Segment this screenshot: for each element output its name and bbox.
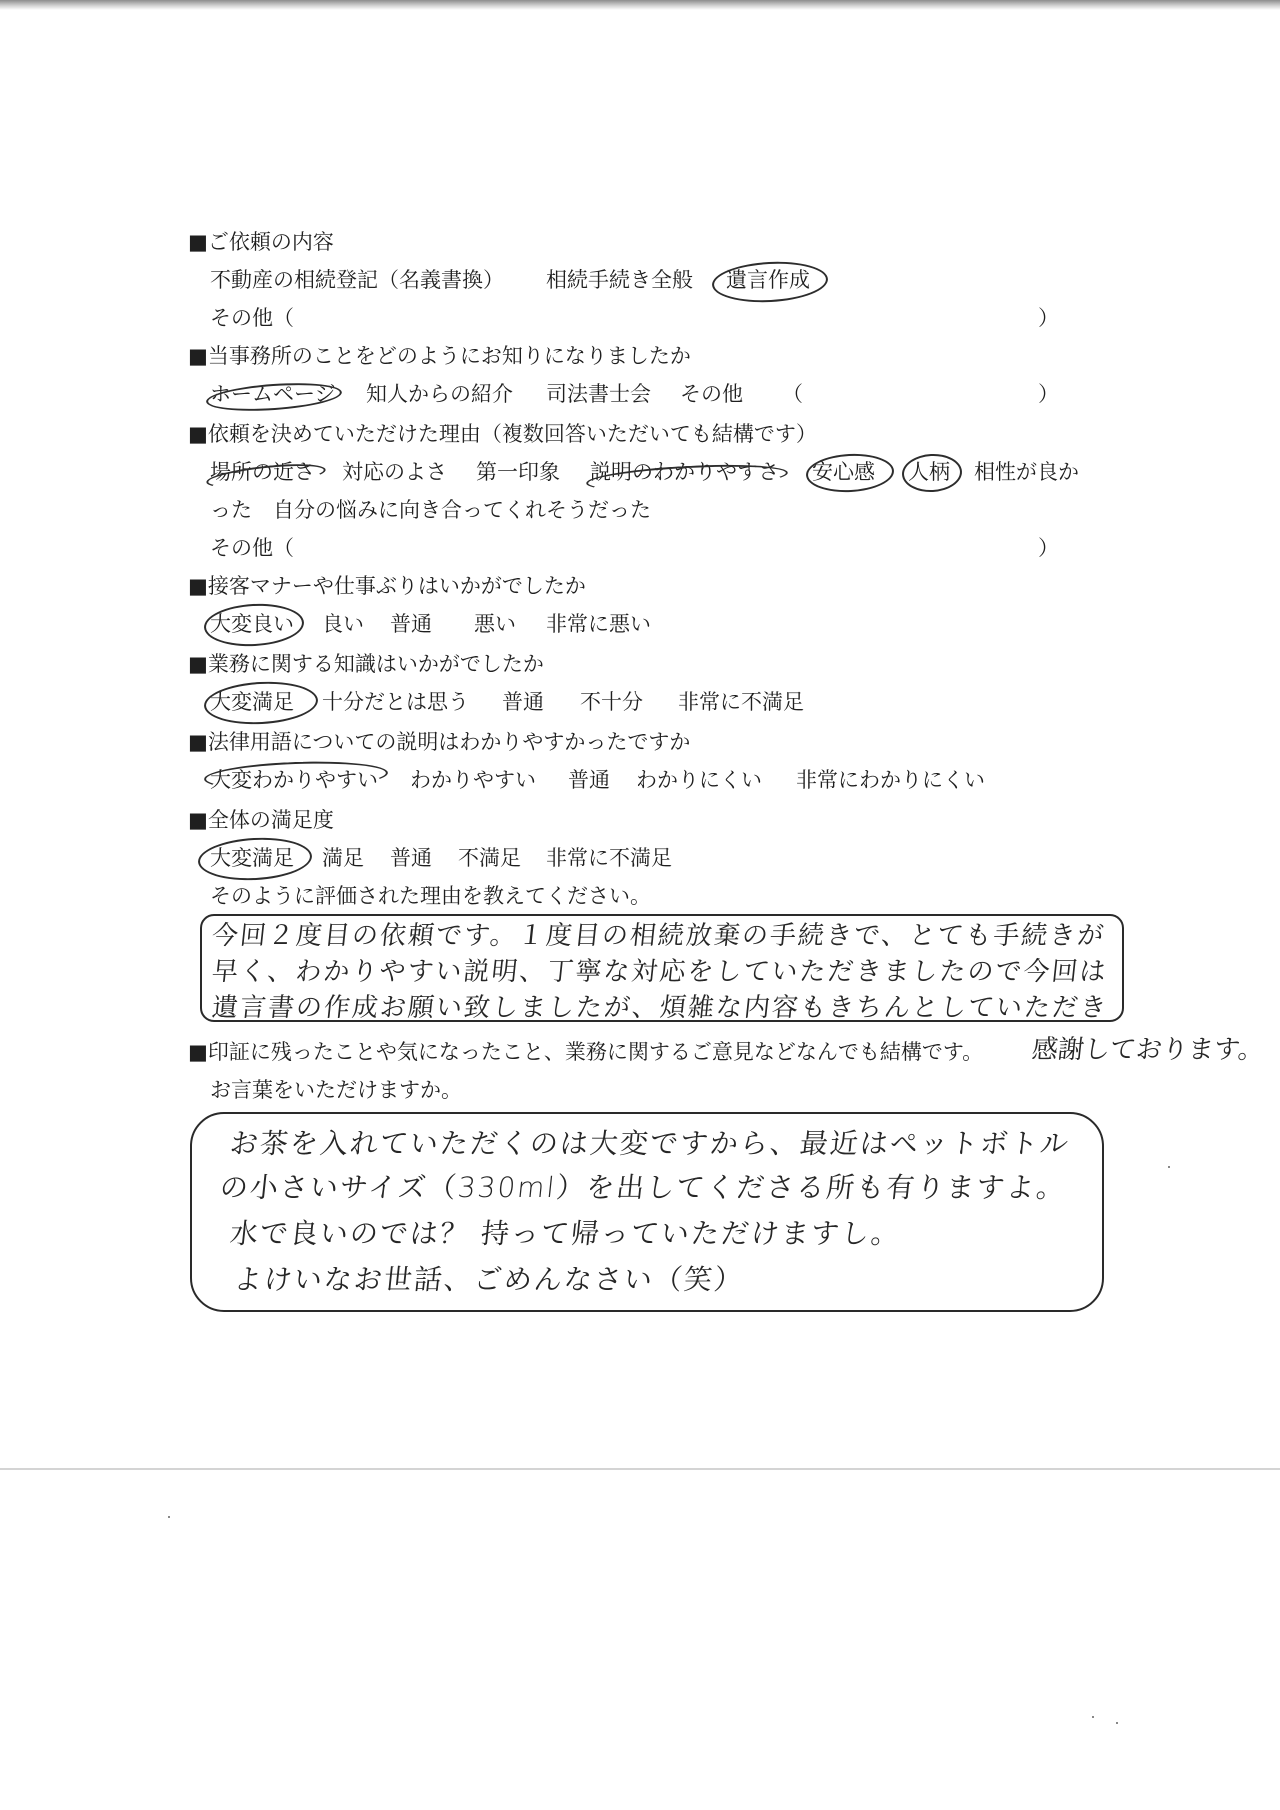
q3-option-impression: 第一印象	[476, 460, 560, 484]
comment-answer-line-3: 水で良いのでは？ 持って帰っていただけますし。	[228, 1217, 903, 1250]
q7-option-average: 普通	[390, 846, 432, 870]
reason-answer-line-1: 今回２度目の依頼です。１度目の相続放棄の手続きで、とても手続きが	[210, 921, 1107, 951]
q6-option-average: 普通	[568, 768, 610, 792]
comment-answer-line-1: お茶を入れていただくのは大変ですから、最近はペットボトル	[228, 1127, 1072, 1160]
q2-option-association: 司法書士会	[546, 382, 651, 406]
q2-option-other: その他	[680, 382, 743, 406]
q5-option-average: 普通	[502, 690, 544, 714]
q1-options	[210, 266, 1110, 294]
reason-answer-line-4: 感謝しております。	[1030, 1035, 1266, 1065]
q2-options	[210, 380, 1110, 408]
q7-title: ■全体の満足度	[188, 808, 334, 832]
q2-other-close: ）	[1038, 382, 1059, 406]
q7-option-satisfied: 満足	[322, 846, 364, 870]
q7-option-very-satisfied: 大変満足	[210, 846, 294, 870]
q5-option-insufficient: 不十分	[580, 690, 643, 714]
q6-option-unclear: わかりにくい	[636, 768, 762, 792]
q5-title: ■業務に関する知識はいかがでしたか	[188, 652, 544, 676]
q4-option-average: 普通	[390, 612, 432, 636]
selection-circle-overall	[197, 835, 313, 883]
q6-title: ■法律用語についての説明はわかりやすかったですか	[188, 730, 691, 754]
q6-option-very-clear: 大変わかりやすい	[210, 768, 378, 792]
q3-option-compatibility: 相性が良か	[974, 460, 1079, 484]
q5-option-sufficient: 十分だとは思う	[322, 690, 469, 714]
q7-options	[210, 844, 1110, 872]
selection-circle-knowledge	[203, 679, 319, 727]
q3-option-location: 場所の近さ	[210, 460, 315, 484]
q3-option-service: 対応のよさ	[342, 460, 447, 484]
q3-option-reassurance: 安心感	[812, 460, 875, 484]
q3-title: ■依頼を決めていただけた理由（複数回答いただいても結構です）	[188, 422, 817, 446]
q1-other-close: ）	[1038, 306, 1059, 330]
q2-title: ■当事務所のことをどのようにお知りになりましたか	[188, 344, 691, 368]
comment-answer-line-2: の小さいサイズ（330ml）を出してくださる所も有りますよ。	[218, 1171, 1069, 1204]
q5-options	[210, 688, 1110, 716]
q4-title: ■接客マナーや仕事ぶりはいかがでしたか	[188, 574, 586, 598]
comment-answer-line-4: よけいなお世話、ごめんなさい（笑）	[232, 1263, 746, 1296]
q1-title: ■ご依頼の内容	[188, 230, 334, 254]
reason-answer-line-2: 早く、わかりやすい説明、丁寧な対応をしていただきましたので今回は	[210, 957, 1110, 987]
q7-option-unsatisfied: 不満足	[458, 846, 521, 870]
q2-other-open: （	[782, 382, 803, 406]
q4-option-bad: 悪い	[474, 612, 516, 636]
q3-other: その他（	[210, 536, 294, 560]
q4-option-good: 良い	[322, 612, 364, 636]
q5-option-very-unsatisfied: 非常に不満足	[678, 690, 804, 714]
selection-circle-very-good	[203, 601, 305, 648]
scan-speck	[168, 1516, 170, 1518]
q1-option-will: 遺言作成	[726, 268, 810, 292]
q1-option-inheritance-all: 相続手続き全般	[546, 268, 693, 292]
q1-option-real-estate: 不動産の相続登記（名義書換）	[210, 268, 504, 292]
q4-options	[210, 610, 1110, 638]
q4-option-very-bad: 非常に悪い	[546, 612, 651, 636]
scan-speck	[1116, 1722, 1118, 1724]
reason-answer-line-3: 遺言書の作成お願い致しましたが、煩雑な内容もきちんとしていただき	[210, 993, 1110, 1023]
q6-option-clear: わかりやすい	[410, 768, 536, 792]
q4-option-very-good: 大変良い	[210, 612, 294, 636]
q2-option-referral: 知人からの紹介	[366, 382, 513, 406]
q8-title-2: お言葉をいただけますか。	[210, 1078, 462, 1102]
q7-option-very-unsatisfied: 非常に不満足	[546, 846, 672, 870]
q3-option-personality: 人柄	[908, 460, 950, 484]
scan-speck	[1168, 1166, 1170, 1168]
q5-option-very-satisfied: 大変満足	[210, 690, 294, 714]
q3-option-explanation: 説明のわかりやすさ	[590, 460, 779, 484]
q7-prompt: そのように評価された理由を教えてください。	[210, 884, 651, 908]
q2-option-homepage: ホームページ	[210, 382, 336, 406]
scan-speck	[1092, 1716, 1094, 1718]
scan-fold-line	[0, 1468, 1280, 1470]
q3-line2: った 自分の悩みに向き合ってくれそうだった	[210, 498, 651, 522]
q1-other: その他（	[210, 306, 294, 330]
q3-other-close: ）	[1038, 536, 1059, 560]
scan-edge-shadow	[0, 0, 1280, 10]
q6-option-very-unclear: 非常にわかりにくい	[796, 768, 985, 792]
q8-title: ■印証に残ったことや気になったこと、業務に関するご意見などなんでも結構です。	[188, 1040, 984, 1064]
